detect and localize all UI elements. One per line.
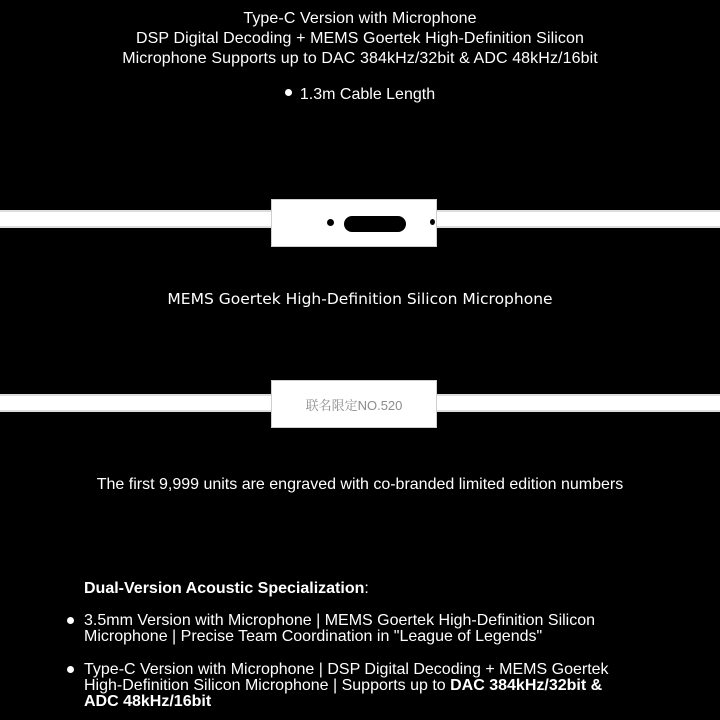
engraving-text: 联名限定NO.520 (305, 398, 403, 413)
bullet-dot-icon (67, 617, 74, 624)
list-item (84, 613, 684, 645)
mic-hole-left-icon (327, 219, 334, 226)
item-line (84, 694, 684, 710)
dual-version-heading (84, 580, 369, 598)
item-line: Microphone | Precise Team Coordination in "League of Legends" (84, 628, 543, 645)
item-line (84, 678, 684, 694)
header-line-3: Microphone Supports up to DAC 384kHz/32bit & ADC 48kHz/16bit (122, 50, 598, 67)
units-caption: The first 9,999 units are engraved with co-branded limited edition numbers (96, 476, 624, 493)
item-text-bold: DAC 384kHz/32bit & (450, 677, 603, 694)
mic-slot-icon (344, 216, 406, 232)
bullet-dot-icon (285, 89, 292, 96)
item-text-bold: ADC 48kHz/16bit (84, 693, 212, 710)
dual-heading-suffix: : (364, 580, 369, 597)
mic-hole-right-icon (430, 219, 435, 225)
cable-length-text: 1.3m Cable Length (299, 86, 436, 103)
header-text-block (0, 9, 720, 69)
list-item (84, 662, 684, 710)
item-line: 3.5mm Version with Microphone | MEMS Goertek High-Definition Silicon (84, 612, 596, 629)
item-line: Type-C Version with Microphone | DSP Digital Decoding + MEMS Goertek (84, 661, 609, 678)
header-line-2: DSP Digital Decoding + MEMS Goertek High-Definition Silicon (135, 30, 585, 47)
item-text: High-Definition Silicon Microphone | Supports up to (84, 677, 451, 694)
bullet-dot-icon (67, 666, 74, 673)
header-line-1: Type-C Version with Microphone (243, 10, 477, 27)
dual-heading-bold: Dual-Version Acoustic Specialization (84, 580, 365, 597)
mems-caption: MEMS Goertek High-Definition Silicon Microphone (167, 290, 553, 308)
cable-length-bullet (0, 86, 720, 104)
